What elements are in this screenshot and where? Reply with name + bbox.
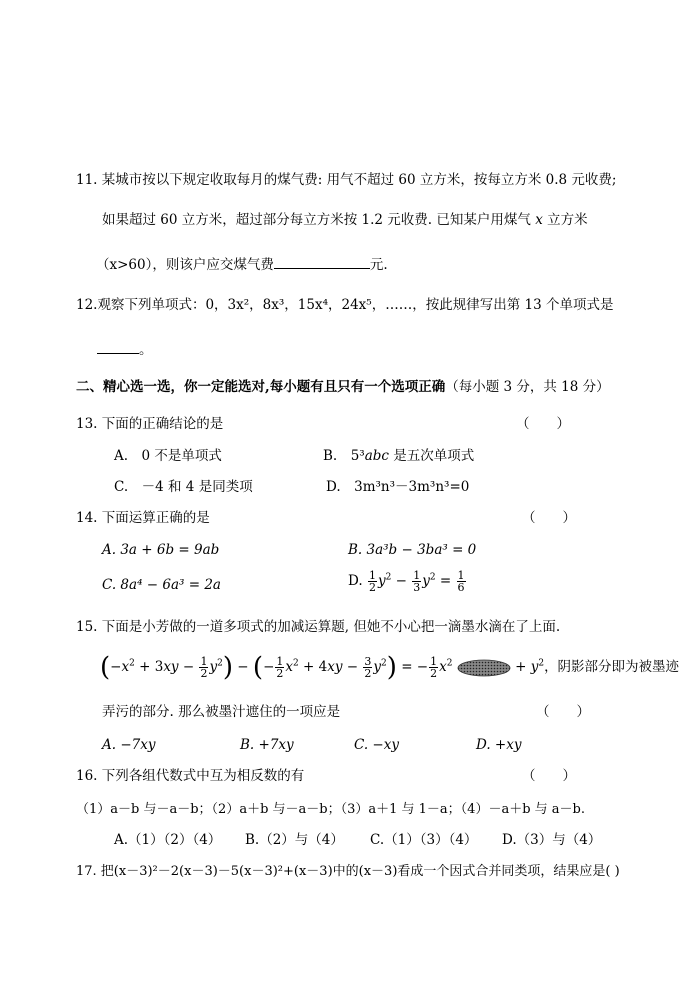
q12-line2	[97, 340, 153, 360]
q16-option-b[interactable]: B.（2）与（4）	[245, 832, 344, 848]
q13-option-b-var: abc	[364, 448, 389, 464]
q13-stem: 13. 下面的正确结论的是	[76, 416, 224, 432]
section2-note: （每小题 3 分，共 18 分）	[445, 379, 610, 395]
q14-option-c[interactable]: C. 8a⁴ − 6a³ = 2a	[102, 577, 221, 593]
section2-heading	[76, 377, 610, 397]
q14-d-frac-half: $\frac{1}{2}$	[368, 569, 376, 594]
section2-title: 二、精心选一选，你一定能选对,每小题有且只有一个选项正确	[76, 379, 446, 395]
q11-line2	[102, 210, 588, 230]
q14-stem: 14. 下面运算正确的是	[76, 510, 210, 526]
q13-option-a[interactable]: A. 0 不是单项式	[114, 448, 222, 464]
q14-option-d[interactable]: D. $\frac{1}{2}$ $y^2$ − $\frac{1}{3}$ $y^2$ = $\frac{1}{6}$	[348, 569, 465, 594]
q15-paren[interactable]: （ ）	[536, 704, 590, 720]
q16-option-a[interactable]: A.（1）（2）（4）	[114, 832, 222, 848]
q13-option-b-post: 是五次单项式	[388, 448, 475, 464]
q14-paren[interactable]: （ ）	[522, 510, 576, 526]
q11-answer-blank[interactable]	[274, 255, 370, 269]
q13-option-d[interactable]: D. 3m³n³－3m³n³=0	[326, 479, 470, 495]
q12-line2-end: 。	[139, 342, 153, 358]
q14-option-b[interactable]: B. 3a³b − 3ba³ = 0	[348, 542, 477, 558]
q11-line1: 11. 某城市按以下规定收取每月的煤气费: 用气不超过 60 立方米，按每立方米 0.8 元收费;	[76, 172, 617, 188]
q11-line3	[96, 255, 388, 275]
q11-line3-unit: 元.	[369, 257, 388, 273]
q13-option-c[interactable]: C. －4 和 4 是同类项	[114, 479, 253, 495]
q14-d-frac-sixth: $\frac{1}{6}$	[457, 569, 465, 594]
q16-option-d[interactable]: D.（3）与（4）	[502, 832, 602, 848]
q15-option-b[interactable]: B. +7xy	[240, 737, 294, 753]
q15-tail: ，阴影部分即为被墨迹	[544, 659, 680, 675]
ink-blot-icon	[457, 658, 511, 678]
q15-line3: 弄污的部分. 那么被墨汁遮住的一项应是	[102, 704, 341, 720]
q11-line3-text: x>60），则该户应交煤气费	[109, 257, 274, 273]
q13-option-b[interactable]	[323, 446, 474, 466]
q15-option-c[interactable]: C. −xy	[354, 737, 399, 753]
q15-option-d[interactable]: D. +xy	[476, 737, 522, 753]
q14-d-frac-third: $\frac{1}{3}$	[413, 569, 421, 594]
q13-option-b-pre: B. 5³	[323, 448, 365, 464]
q12-answer-blank[interactable]	[97, 340, 139, 354]
q14-d-label: D.	[348, 573, 363, 589]
q15-equation: ($-x^2 + 3xy$ − $\frac{1}{2}$ $y^2$) − (− $\frac{1}{2}$ $x^2 + 4xy$ − $\frac{3}{2}$ $y^2$) = − $\frac{1}{2}$ $x^2 + y^2$，阴影部分即为被墨迹	[100, 652, 680, 683]
q12-line1: 12.观察下列单项式：0，3x²，8x³，15x⁴，24x⁵，……，按此规律写出第 13 个单项式是	[76, 297, 614, 313]
q13-paren[interactable]: （ ）	[516, 416, 570, 432]
q15-option-a[interactable]: A. −7xy	[102, 737, 156, 753]
q15-stem: 15. 下面是小芳做的一道多项式的加减运算题, 但她不小心把一滴墨水滴在了上面.	[76, 619, 561, 635]
q17-stem: 17. 把(x－3)²－2(x－3)－5(x－3)²+(x－3)中的(x－3)看成一个因式合并同类项，结果应是( )	[76, 864, 620, 879]
q16-stem: 16. 下列各组代数式中互为相反数的有	[76, 768, 305, 784]
q11-var-x: x	[535, 212, 543, 228]
q16-option-c[interactable]: C.（1）（3）（4）	[370, 832, 478, 848]
q16-paren[interactable]: （ ）	[522, 768, 576, 784]
q16-items: （1）a－b 与－a－b；（2）a＋b 与－a－b；（3）a＋1 与 1－a；（4）－a＋b 与 a－b.	[76, 802, 585, 817]
q14-option-a[interactable]: A. 3a + 6b = 9ab	[102, 542, 220, 558]
q11-line2-text: 如果超过 60 立方米，超过部分每立方米按 1.2 元收费. 已知某户用煤气	[102, 212, 536, 228]
q11-line3-open: （	[96, 257, 110, 273]
q11-line2-end: 立方米	[542, 212, 588, 228]
